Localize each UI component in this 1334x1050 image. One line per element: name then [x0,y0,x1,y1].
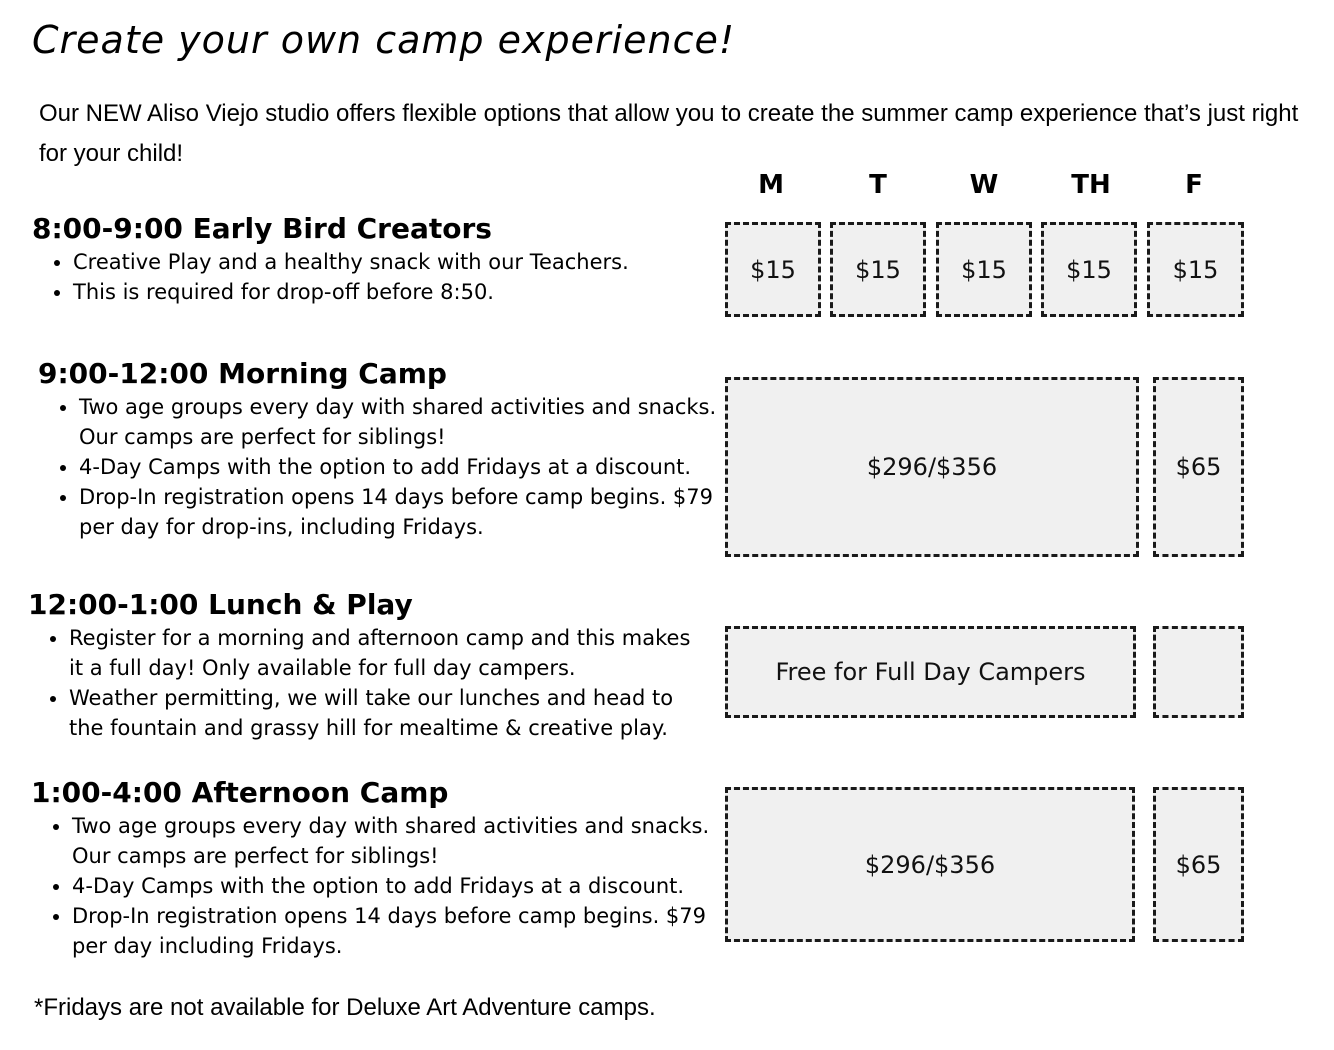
list-item: • Two age groups every day with shared activities and snacks. Our camps are perfect for siblings! [79,392,719,452]
price-box-thursday[interactable]: $15 [1041,222,1137,317]
price-box-friday[interactable] [1153,626,1244,718]
session-bullets [38,392,719,542]
session-morning-camp [38,357,719,542]
session-heading: 8:00-9:00 Early Bird Creators [32,212,492,245]
list-item: • Weather permitting, we will take our lunches and head to the fountain and grassy hill for mealtime & creative play. [69,683,709,743]
price-box-week[interactable]: Free for Full Day Campers [725,626,1136,718]
session-bullets [32,247,713,307]
price-box-friday[interactable]: $65 [1153,787,1244,942]
price-box-friday[interactable]: $15 [1147,222,1244,317]
list-item: • Drop-In registration opens 14 days before camp begins. $79 per day including Fridays. [72,901,712,961]
list-item: • Register for a morning and afternoon camp and this makes it a full day! Only available for full day campers. [69,623,709,683]
day-header-tuesday: T [869,170,887,200]
price-box-monday[interactable]: $15 [725,222,821,317]
day-header-monday: M [758,170,784,200]
session-afternoon-camp [31,776,712,961]
day-header-wednesday: W [969,170,999,200]
list-item: • Two age groups every day with shared activities and snacks. Our camps are perfect for siblings! [72,811,712,871]
day-header-friday: F [1185,170,1203,200]
session-lunch-play [28,588,709,743]
day-header-thursday: TH [1071,170,1111,200]
intro-text: Our NEW Aliso Viejo studio offers flexible options that allow you to create the summer camp experience that’s just right for your child! [39,100,1299,167]
price-box-week[interactable]: $296/$356 [725,787,1135,942]
page-title: Create your own camp experience! [32,18,736,62]
session-early-bird [32,212,713,307]
price-box-tuesday[interactable]: $15 [830,222,926,317]
list-item: • This is required for drop-off before 8:50. [73,277,713,307]
session-bullets [31,811,712,961]
price-box-wednesday[interactable]: $15 [936,222,1032,317]
price-box-week[interactable]: $296/$356 [725,377,1139,557]
price-box-friday[interactable]: $65 [1153,377,1244,557]
list-item: • Drop-In registration opens 14 days before camp begins. $79 per day for drop-ins, including Fridays. [79,482,719,542]
list-item: • 4-Day Camps with the option to add Fridays at a discount. [72,871,712,901]
list-item: • 4-Day Camps with the option to add Fridays at a discount. [79,452,719,482]
session-heading: 1:00-4:00 Afternoon Camp [31,776,449,809]
session-heading: 9:00-12:00 Morning Camp [38,357,447,390]
session-bullets [28,623,709,743]
session-heading: 12:00-1:00 Lunch & Play [28,588,413,621]
list-item: • Creative Play and a healthy snack with our Teachers. [73,247,713,277]
footnote: *Fridays are not available for Deluxe Art Adventure camps. [34,994,656,1021]
